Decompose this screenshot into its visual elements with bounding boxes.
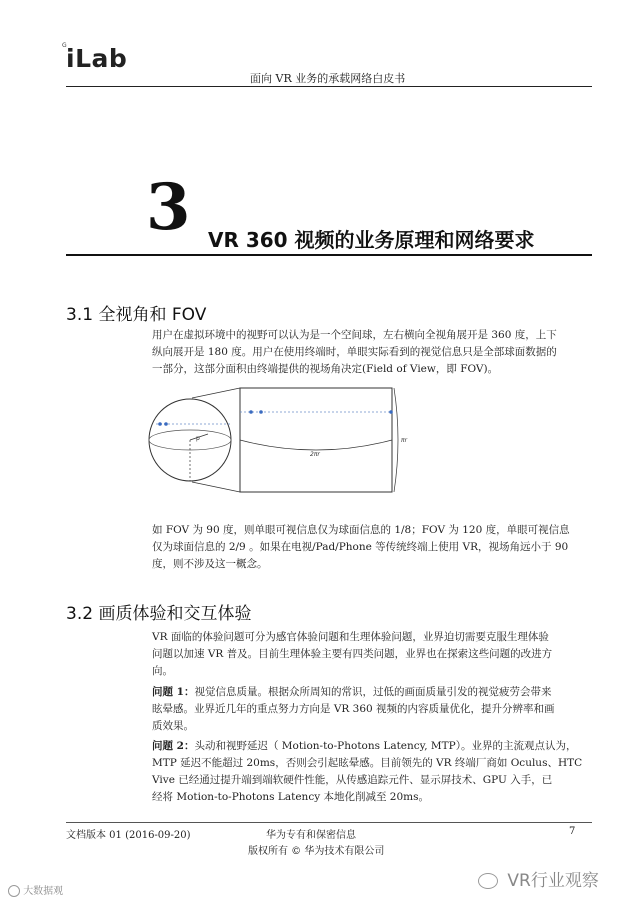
connector-top [192,388,240,398]
text-line: 问题 1：视觉信息质量。根据众所周知的常识，过低的画面质量引发的视觉疲劳会带来 [152,686,552,698]
sphere-point [164,422,168,426]
section-3-2-intro [152,629,588,680]
text-line: 质效果。 [152,720,194,732]
text-line: MTP 延迟不能超过 20ms，否则会引起眩晕感。目前领先的 VR 终端厂商如 Oculus、HTC [152,757,583,769]
text-line: 用户在虚拟环境中的视野可以认为是一个空间球，左右横向全视角展开是 360 度，上下 [152,329,557,341]
wechat-icon [8,885,20,897]
section-3-1-paragraph-2 [152,522,588,573]
text-line: 问题 2：头动和视野延迟（ Motion-to-Photons Latency, MTP）。业界的主流观点认为， [152,740,577,752]
text-line: 仅为球面信息的 2/9 。如果在电视/Pad/Phone 等传统终端上使用 VR，视场角远小于 90 [152,541,569,553]
text-line: 如 FOV 为 90 度，则单眼可视信息仅为球面信息的 1/8；FOV 为 120 度，单眼可视信息 [152,524,570,536]
panorama-point [259,410,263,414]
logo-superscript: G [62,42,67,49]
text-line: 经将 Motion-to-Photons Latency 本地化削减至 20ms。 [152,791,430,803]
issue-2-label: 问题 2： [152,740,195,752]
copyright-notice: 版权所有 © 华为技术有限公司 [248,846,385,857]
section-heading-3-2: 3.2 画质体验和交互体验 [66,604,252,624]
chapter-number: 3 [146,170,191,245]
footer-divider [66,822,592,823]
text-line: 问题以加速 VR 普及。目前生理体验主要有四类问题，业界也在探索这些问题的改进方 [152,648,553,660]
text-line: 纵向展开是 180 度。用户在使用终端时，单眼实际看到的视觉信息只是全部球面数据的 [152,346,557,358]
panorama-point [389,410,393,414]
section-3-1-paragraph-1 [152,327,588,378]
page-number: 7 [569,826,576,837]
issue-1-label: 问题 1： [152,686,195,698]
width-curve [240,440,392,450]
text-line: 度，则不涉及这一概念。 [152,558,268,570]
document-version: 文档版本 01 (2016-09-20) [66,830,191,841]
height-bracket [394,388,398,492]
section-heading-3-1: 3.1 全视角和 FOV [66,305,207,325]
text-line: 向。 [152,665,173,677]
panorama-point [249,410,253,414]
text-line: Vive 已经通过提升端到端软硬件性能，从传感追踪元件、显示屏技术、GPU 入手，已 [152,774,553,786]
ilab-logo: iLab [66,44,128,73]
issue-1-paragraph [152,684,588,735]
watermark-right: VR行业观察 [478,866,599,891]
chapter-divider [66,254,592,256]
label-pir: πr [401,437,408,444]
panorama-rect [240,388,392,492]
watermark-left: 大数据观 [8,882,63,897]
label-p: p [196,435,200,442]
connector-bottom [192,482,240,492]
header-divider [66,86,592,87]
fov-diagram [148,384,418,498]
issue-2-paragraph [152,738,588,806]
text-line: VR 面临的体验问题可分为感官体验问题和生理体验问题，业界迫切需要克服生理体验 [152,631,549,643]
sphere-point [158,422,162,426]
chapter-title: VR 360 视频的业务原理和网络要求 [208,228,535,252]
wechat-icon [478,873,498,889]
text-line: 一部分，这部分面积由终端提供的视场角决定(Field of View，即 FOV)。 [152,363,499,375]
confidential-notice: 华为专有和保密信息 [266,830,356,841]
header-title: 面向 VR 业务的承载网络白皮书 [250,72,406,85]
text-line: 眩晕感。业界近几年的重点努力方向是 VR 360 视频的内容质量优化，提升分辨率和画 [152,703,555,715]
label-2pir: 2πr [310,451,320,458]
